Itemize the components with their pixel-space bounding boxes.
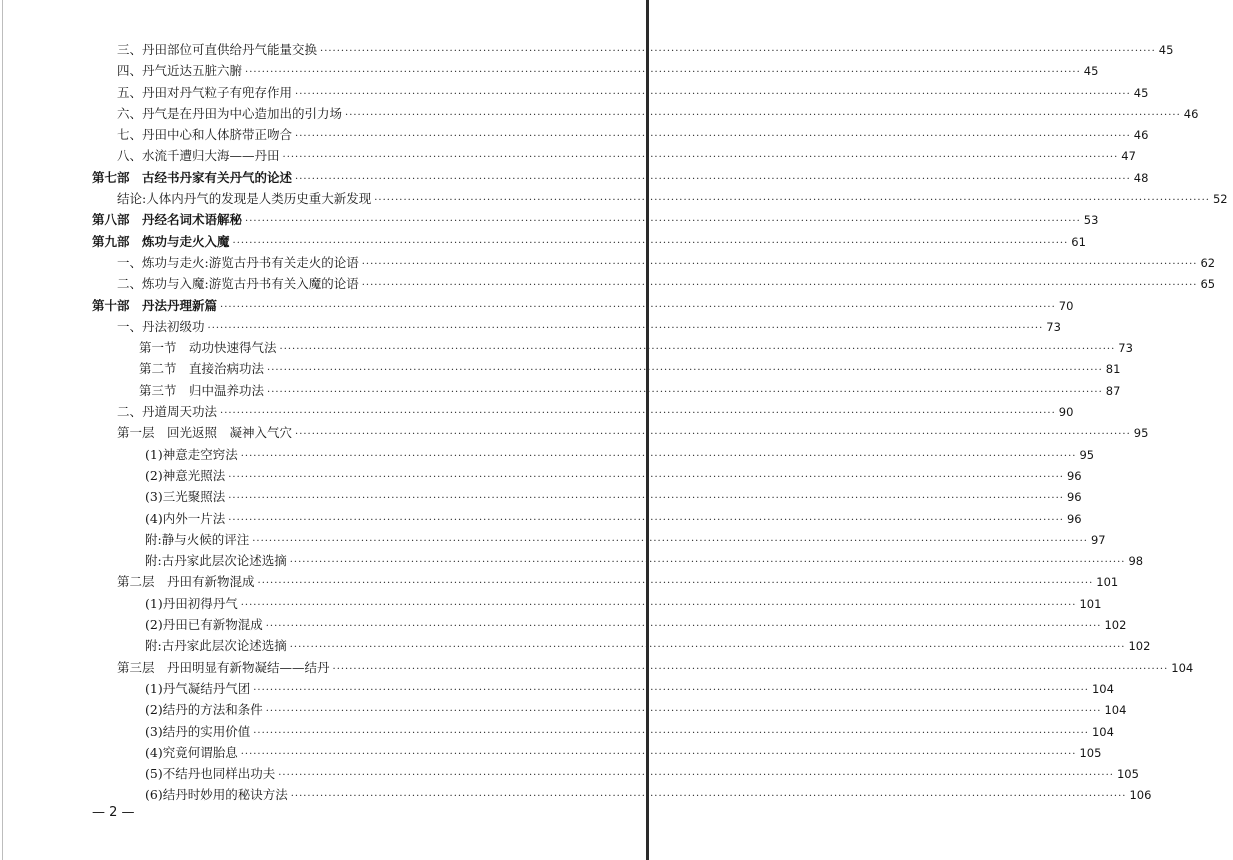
toc-row	[0, 550, 1144, 571]
toc-page-number: 73	[1046, 319, 1061, 334]
toc-entry	[92, 295, 1074, 318]
toc-page-number: 65	[1200, 277, 1216, 292]
toc-page-number: 104	[1104, 703, 1127, 718]
toc-dot-leader: ········································································································································································································	[228, 471, 1064, 483]
toc-row	[0, 784, 1152, 805]
toc-entry	[145, 721, 1114, 744]
toc-entry-title: (5)不结丹也同样出功夫	[145, 766, 276, 782]
toc-entry	[145, 508, 1082, 531]
page-number-footer: — 2 —	[92, 805, 135, 820]
toc-entry	[145, 614, 1127, 637]
toc-dot-leader: ········································································································································································································	[240, 748, 1077, 760]
toc-row	[0, 39, 1174, 60]
toc-page-number: 45	[1083, 64, 1099, 79]
toc-entry-title: 第二层 丹田有新物混成	[117, 574, 255, 590]
toc-page-number: 52	[1212, 192, 1228, 207]
toc-entry	[145, 763, 1139, 786]
toc-page-number: 96	[1066, 490, 1082, 505]
toc-entry	[117, 657, 1194, 680]
toc-dot-leader: ········································································································································································································	[253, 727, 1089, 739]
toc-row	[0, 231, 1086, 252]
toc-entry-title: 五、丹田对丹气粒子有兜存作用	[117, 84, 293, 100]
toc-row	[0, 316, 1061, 337]
toc-row	[0, 103, 1199, 124]
toc-page-number: 46	[1183, 106, 1199, 121]
toc-page-number: 95	[1079, 447, 1095, 462]
toc-row	[0, 593, 1102, 614]
toc-dot-leader: ········································································································································································································	[361, 280, 1198, 292]
toc-dot-leader: ········································································································································································································	[253, 684, 1089, 696]
toc-entry-title: 第一层 回光返照 凝神入气穴	[117, 425, 293, 441]
toc-dot-leader: ········································································································································································································	[267, 365, 1103, 377]
toc-dot-leader: ········································································································································································································	[240, 450, 1077, 462]
toc-dot-leader: ········································································································································································································	[245, 67, 1081, 79]
toc-entry	[145, 486, 1082, 509]
toc-dot-leader: ········································································································································································································	[278, 770, 1114, 782]
toc-row	[0, 337, 1133, 358]
toc-entry-title: 四、丹气近达五脏六腑	[117, 63, 243, 79]
toc-page-number: 81	[1105, 362, 1121, 377]
toc-entry-title: 第八部 丹经名词术语解秘	[92, 212, 243, 228]
toc-entry-title: 七、丹田中心和人体脐带正吻合	[117, 127, 293, 143]
toc-entry-title: 第三层 丹田明显有新物凝结——结丹	[117, 659, 330, 675]
toc-page-number: 106	[1129, 788, 1152, 803]
toc-entry	[145, 742, 1102, 765]
toc-entry-title: 附:静与火候的评注	[145, 531, 250, 547]
toc-dot-leader: ········································································································································································································	[267, 386, 1103, 398]
toc-dot-leader: ········································································································································································································	[220, 301, 1056, 313]
toc-page-number: 87	[1105, 383, 1121, 398]
toc-dot-leader: ········································································································································································································	[289, 557, 1126, 569]
toc-dot-leader: ········································································································································································································	[295, 131, 1131, 143]
toc-page-number: 105	[1079, 745, 1102, 760]
toc-row	[0, 571, 1119, 592]
toc-entry-title: (4)究竟何谓胎息	[145, 744, 238, 760]
toc-page-number: 104	[1171, 660, 1194, 675]
toc-row	[0, 635, 1151, 656]
toc-entry	[117, 316, 1061, 339]
toc-page-number: 47	[1121, 149, 1136, 164]
toc-entry-title: (2)结丹的方法和条件	[145, 702, 263, 718]
toc-row	[0, 358, 1121, 379]
toc-entry-title: 二、丹道周天功法	[117, 404, 218, 420]
toc-entry	[92, 209, 1099, 232]
toc-row	[0, 273, 1216, 294]
toc-row	[0, 401, 1074, 422]
toc-row	[0, 60, 1099, 81]
toc-entry-title: (1)丹气凝结丹气团	[145, 680, 251, 696]
toc-entry-title: (4)内外一片法	[145, 510, 226, 526]
toc-page-number: 90	[1058, 405, 1074, 420]
toc-entry-title: 第十部 丹法丹理新篇	[92, 297, 218, 313]
toc-page-number: 45	[1133, 85, 1149, 100]
toc-entry	[117, 39, 1174, 62]
toc-entry-title: (2)丹田已有新物混成	[145, 617, 263, 633]
toc-entry	[117, 273, 1216, 296]
toc-row	[0, 188, 1228, 209]
toc-entry	[145, 550, 1144, 573]
toc-dot-leader: ········································································································································································································	[228, 514, 1064, 526]
toc-row	[0, 422, 1149, 443]
toc-dot-leader: ········································································································································································································	[207, 322, 1044, 334]
toc-entry-title: 一、丹法初级功	[117, 318, 205, 334]
toc-entry-title: 第七部 古经书丹家有关丹气的论述	[92, 169, 293, 185]
toc-row	[0, 145, 1136, 166]
toc-page-number: 104	[1091, 724, 1114, 739]
toc-row	[0, 295, 1074, 316]
toc-dot-leader: ········································································································································································································	[228, 493, 1064, 505]
toc-row	[0, 486, 1082, 507]
toc-row	[0, 742, 1102, 763]
toc-row	[0, 508, 1082, 529]
toc-page-number: 73	[1118, 341, 1133, 356]
toc-page-number: 105	[1116, 767, 1139, 782]
toc-entry	[145, 635, 1151, 658]
toc-page-number: 98	[1128, 554, 1144, 569]
toc-entry	[117, 401, 1074, 424]
toc-entry	[139, 380, 1121, 403]
toc-entry	[117, 82, 1149, 105]
toc-row	[0, 699, 1127, 720]
toc-row	[0, 721, 1114, 742]
toc-page-number: 70	[1058, 298, 1074, 313]
toc-dot-leader: ········································································································································································································	[295, 88, 1131, 100]
toc-row	[0, 465, 1082, 486]
toc-entry	[117, 188, 1228, 211]
toc-page-number: 104	[1091, 681, 1114, 696]
toc-row	[0, 657, 1194, 678]
toc-page-number: 48	[1133, 170, 1149, 185]
toc-entry-title: 三、丹田部位可直供给丹气能量交换	[117, 42, 318, 57]
toc-entry	[145, 529, 1106, 552]
toc-entry	[92, 167, 1149, 190]
toc-entry-title: 二、炼功与入魔:游览古丹书有关入魔的论语	[117, 276, 359, 292]
toc-dot-leader: ········································································································································································································	[252, 535, 1088, 547]
toc-row	[0, 763, 1139, 784]
toc-entry	[145, 465, 1082, 488]
toc-row	[0, 614, 1127, 635]
toc-dot-leader: ········································································································································································································	[332, 663, 1169, 675]
toc-dot-leader: ········································································································································································································	[320, 46, 1156, 57]
toc-page-number: 61	[1071, 234, 1086, 249]
toc-dot-leader: ········································································································································································································	[232, 237, 1069, 249]
toc-dot-leader: ········································································································································································································	[265, 621, 1102, 633]
toc-dot-leader: ········································································································································································································	[345, 109, 1181, 121]
toc-entry	[145, 784, 1152, 807]
table-of-contents	[0, 39, 1228, 806]
toc-entry	[117, 252, 1216, 275]
toc-row	[0, 380, 1121, 401]
toc-entry	[92, 231, 1086, 254]
toc-dot-leader: ········································································································································································································	[257, 578, 1094, 590]
toc-dot-leader: ········································································································································································································	[245, 216, 1081, 228]
toc-entry	[117, 60, 1099, 83]
toc-page-number: 53	[1083, 213, 1099, 228]
toc-page-number: 45	[1158, 43, 1174, 57]
toc-entry-title: 八、水流千遭归大海——丹田	[117, 148, 280, 164]
toc-entry-title: 六、丹气是在丹田为中心造加出的引力场	[117, 105, 343, 121]
toc-dot-leader: ········································································································································································································	[361, 258, 1198, 270]
toc-page-number: 96	[1066, 511, 1082, 526]
toc-entry	[117, 145, 1136, 168]
toc-entry-title: (1)神意走空窍法	[145, 446, 238, 462]
toc-entry-title: 第九部 炼功与走火入魔	[92, 233, 230, 249]
toc-dot-leader: ········································································································································································································	[282, 152, 1119, 164]
toc-dot-leader: ········································································································································································································	[295, 429, 1131, 441]
toc-row	[0, 678, 1114, 699]
toc-dot-leader: ········································································································································································································	[279, 344, 1116, 356]
toc-entry-title: 第二节 直接治病功法	[139, 361, 265, 377]
toc-row	[0, 82, 1149, 103]
toc-entry	[117, 124, 1149, 147]
toc-entry	[145, 678, 1114, 701]
toc-dot-leader: ········································································································································································································	[240, 599, 1077, 611]
toc-entry-title: 第三节 归中温养功法	[139, 382, 265, 398]
toc-entry	[117, 103, 1199, 126]
toc-page-number: 62	[1200, 255, 1216, 270]
toc-page-number: 102	[1104, 618, 1127, 633]
toc-dot-leader: ········································································································································································································	[265, 706, 1102, 718]
toc-row	[0, 252, 1216, 273]
toc-entry-title: (2)神意光照法	[145, 467, 226, 483]
toc-entry-title: 附:古丹家此层次论述选摘	[145, 638, 287, 654]
toc-dot-leader: ········································································································································································································	[290, 791, 1127, 803]
toc-entry	[145, 593, 1102, 616]
toc-entry-title: (3)三光聚照法	[145, 489, 226, 505]
toc-page-number: 95	[1133, 426, 1149, 441]
toc-entry-title: 附:古丹家此层次论述选摘	[145, 553, 287, 569]
toc-entry-title: 一、炼功与走火:游览古丹书有关走火的论语	[117, 254, 359, 270]
toc-page-number: 101	[1096, 575, 1119, 590]
toc-entry-title: 第一节 动功快速得气法	[139, 340, 277, 356]
toc-row	[0, 124, 1149, 145]
toc-dot-leader: ········································································································································································································	[374, 195, 1210, 207]
toc-entry	[139, 358, 1121, 381]
toc-dot-leader: ········································································································································································································	[295, 173, 1131, 185]
toc-page-number: 96	[1066, 468, 1082, 483]
toc-row	[0, 167, 1149, 188]
toc-entry-title: (1)丹田初得丹气	[145, 595, 238, 611]
toc-row	[0, 209, 1099, 230]
toc-entry	[117, 571, 1119, 594]
toc-entry	[139, 337, 1133, 360]
toc-entry	[145, 699, 1127, 722]
toc-page-number: 97	[1090, 532, 1106, 547]
toc-dot-leader: ········································································································································································································	[289, 642, 1126, 654]
toc-dot-leader: ········································································································································································································	[220, 408, 1056, 420]
toc-page-number: 46	[1133, 128, 1149, 143]
toc-row	[0, 529, 1106, 550]
toc-page-number: 101	[1079, 596, 1102, 611]
toc-entry-title: (6)结丹时妙用的秘诀方法	[145, 787, 288, 803]
toc-row	[0, 444, 1095, 465]
toc-entry-title: (3)结丹的实用价值	[145, 723, 251, 739]
toc-entry	[117, 422, 1149, 445]
toc-entry-title: 结论:人体内丹气的发现是人类历史重大新发现	[117, 191, 372, 207]
toc-page-number: 102	[1128, 639, 1151, 654]
toc-entry	[145, 444, 1095, 467]
